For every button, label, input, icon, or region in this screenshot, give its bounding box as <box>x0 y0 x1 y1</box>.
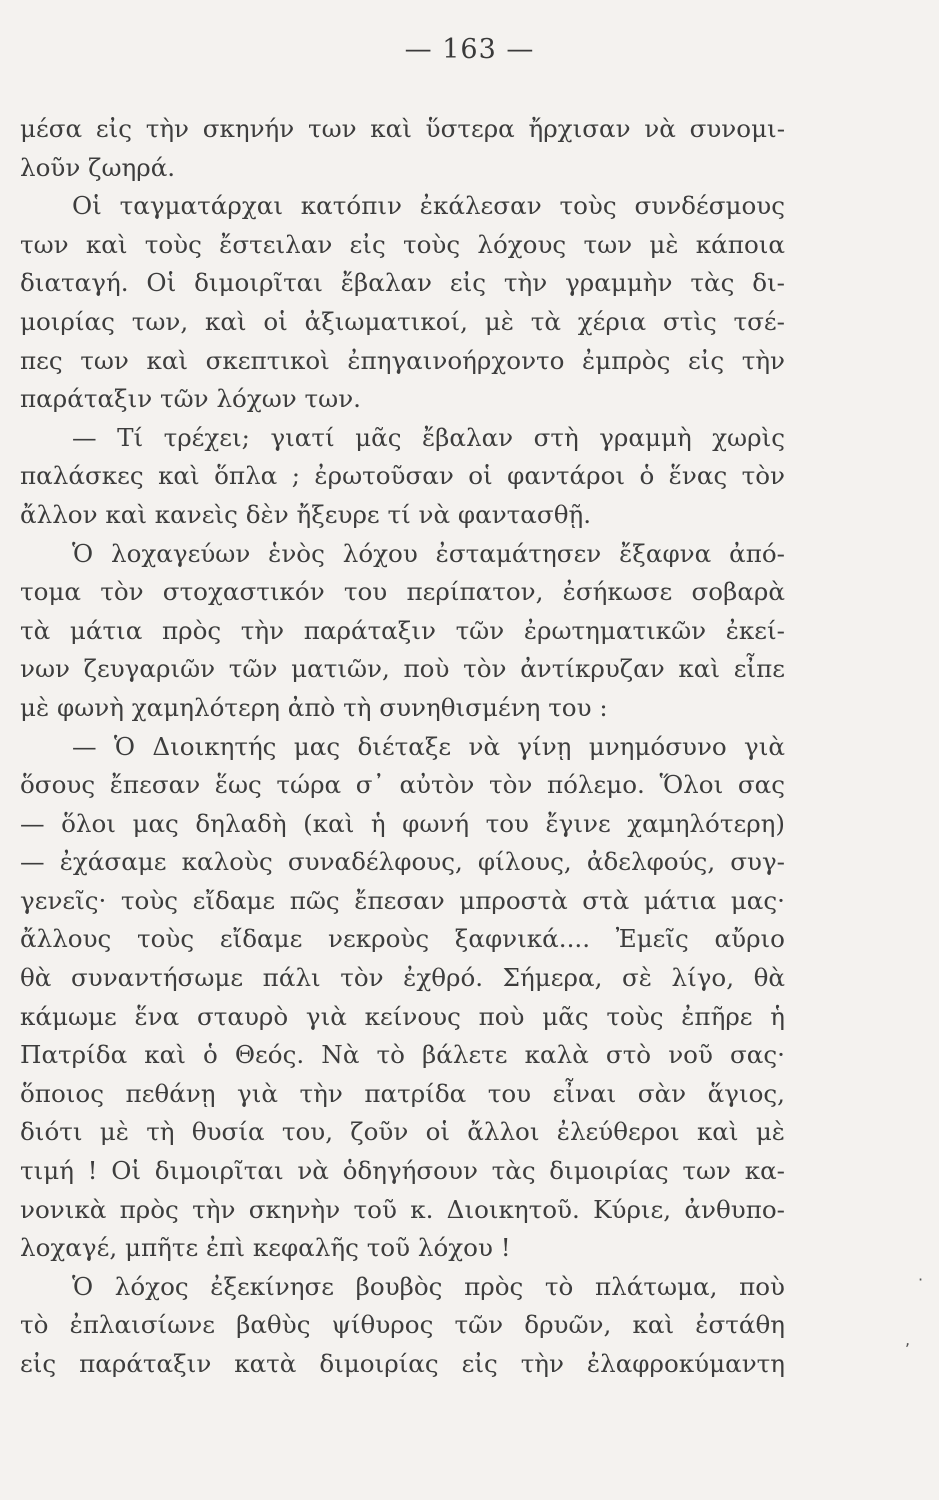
text-line: γενεῖς· τοὺς εἴδαμε πῶς ἔπεσαν μπροστὰ στὰ μάτια μας· <box>20 885 785 915</box>
text-line: μὲ φωνὴ χαμηλότερη ἀπὸ τὴ συνηθισμένη του : <box>20 692 608 722</box>
text-line: παλάσκες καὶ ὅπλα ; ἐρωτοῦσαν οἱ φαντάροι ὁ ἕνας τὸν <box>20 461 785 491</box>
text-line: εἰς παράταξιν κατὰ διμοιρίας εἰς τὴν ἐλαφροκύμαντη <box>20 1349 785 1378</box>
text-line: παράταξιν τῶν λόχων των. <box>20 384 361 414</box>
text-line: νων ζευγαριῶν τῶν ματιῶν, ποὺ τὸν ἀντίκρυζαν καὶ εἶπε <box>20 654 785 684</box>
text-line: Πατρίδα καὶ ὁ Θεός. Νὰ τὸ βάλετε καλὰ στὸ νοῦ σας· <box>20 1040 785 1070</box>
text-line: ἄλλον καὶ κανεὶς δὲν ἤξευρε τί νὰ φαντασθῇ. <box>20 499 592 529</box>
text-line: πες των καὶ σκεπτικοὶ ἐπηγαινοήρχοντο ἐμπρὸς εἰς τὴν <box>20 345 785 375</box>
text-line: τιμή ! Οἱ διμοιρῖται νὰ ὁδηγήσουν τὰς διμοιρίας των κα- <box>20 1156 785 1186</box>
text-line: διότι μὲ τὴ θυσία του, ζοῦν οἱ ἄλλοι ἐλεύθεροι καὶ μὲ <box>20 1117 785 1147</box>
text-line: λοχαγέ, μπῆτε ἐπὶ κεφαλῆς τοῦ λόχου ! <box>20 1233 511 1263</box>
text-line: τὰ μάτια πρὸς τὴν παράταξιν τῶν ἐρωτηματικῶν ἐκεί- <box>20 615 785 645</box>
text-line: τὸ ἐπλαισίωνε βαθὺς ψίθυρος τῶν δρυῶν, καὶ ἐστάθη <box>20 1310 785 1340</box>
text-line: ἄλλους τοὺς εἴδαμε νεκροὺς ξαφνικά.... Ἐμεῖς αὔριο <box>20 924 785 954</box>
text-line: μέσα εἰς τὴν σκηνήν των καὶ ὕστερα ἤρχισαν νὰ συνομι- <box>20 114 785 143</box>
text-line: διαταγή. Οἱ διμοιρῖται ἔβαλαν εἰς τὴν γραμμὴν τὰς δι- <box>20 268 785 298</box>
page-number: — 163 — <box>404 34 535 65</box>
text-line: — Τί τρέχει; γιατί μᾶς ἔβαλαν στὴ γραμμὴ χωρὶς <box>72 422 785 452</box>
text-line: των καὶ τοὺς ἔστειλαν εἰς τοὺς λόχους των μὲ κάποια <box>20 229 785 259</box>
text-line: μοιρίας των, καὶ οἱ ἀξιωματικοί, μὲ τὰ χέρια στὶς τσέ- <box>20 306 785 336</box>
margin-mark: · <box>918 1270 924 1289</box>
text-line: νονικὰ πρὸς τὴν σκηνὴν τοῦ κ. Διοικητοῦ. Κύριε, ἀνθυπο- <box>20 1194 785 1224</box>
text-line: ὅσους ἔπεσαν ἕως τώρα σ᾽ αὐτὸν τὸν πόλεμο. Ὅλοι σας <box>20 770 785 800</box>
margin-mark: , <box>905 1330 911 1349</box>
text-line: ὅποιος πεθάνῃ γιὰ τὴν πατρίδα του εἶναι σὰν ἅγιος, <box>20 1078 785 1108</box>
text-line: — Ὁ Διοικητής μας διέταξε νὰ γίνῃ μνημόσυνο γιὰ <box>72 731 785 761</box>
text-line: Οἱ ταγματάρχαι κατόπιν ἐκάλεσαν τοὺς συνδέσμους <box>72 191 785 221</box>
text-line: θὰ συναντήσωμε πάλι τὸν ἐχθρό. Σήμερα, σὲ λίγο, θὰ <box>20 963 785 993</box>
text-line: Ὁ λοχαγεύων ἑνὸς λόχου ἐσταμάτησεν ἔξαφνα ἀπό- <box>72 538 785 568</box>
body-text <box>20 110 785 1384</box>
text-line: κάμωμε ἕνα σταυρὸ γιὰ κείνους ποὺ μᾶς τοὺς ἐπῆρε ἡ <box>20 1001 785 1031</box>
text-line: — ὅλοι μας δηλαδὴ (καὶ ἡ φωνή του ἔγινε χαμηλότερη) <box>20 808 785 838</box>
text-line: Ὁ λόχος ἐξεκίνησε βουβὸς πρὸς τὸ πλάτωμα, ποὺ <box>72 1271 785 1301</box>
text-line: τομα τὸν στοχαστικόν του περίπατον, ἐσήκωσε σοβαρὰ <box>20 577 785 607</box>
text-line: — ἐχάσαμε καλοὺς συναδέλφους, φίλους, ἀδελφούς, συγ- <box>20 847 785 877</box>
text-line: λοῦν ζωηρά. <box>20 152 176 182</box>
